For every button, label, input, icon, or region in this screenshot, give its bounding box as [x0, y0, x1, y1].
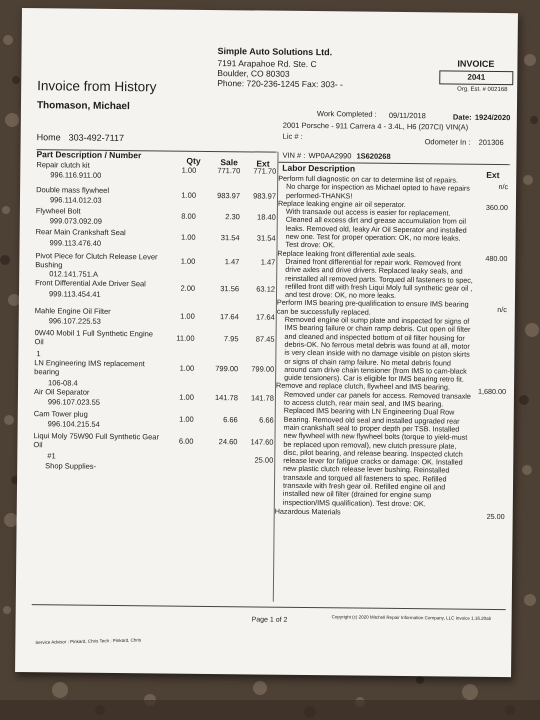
part-ext: 147.60 — [250, 437, 274, 447]
labor-note: No charge for inspection as Michael opted to have repairs performed-THANKS! — [286, 182, 470, 201]
part-name: Mahle Engine Oil Filter — [34, 306, 111, 316]
part-ext: 31.54 — [256, 233, 276, 243]
part-number: 996.116.911.00 — [50, 170, 102, 180]
parts-row — [36, 185, 276, 209]
work-completed-label: Work Completed : — [316, 109, 377, 119]
part-qty: 6.00 — [178, 436, 194, 446]
labor-item — [275, 508, 507, 519]
part-number: 996.107.023.55 — [47, 397, 101, 407]
parts-header-description: Part Description / Number — [36, 149, 142, 161]
part-name: Double mass flywheel — [36, 185, 110, 195]
part-ext: 799.00 — [251, 364, 275, 374]
shop-supplies-row — [33, 455, 274, 476]
part-number: 106-08.4 — [48, 378, 78, 388]
parts-row — [35, 278, 275, 309]
part-number: 999.113.476.40 — [49, 238, 102, 248]
part-sale: 17.64 — [219, 312, 239, 322]
home-phone-label: Home — [36, 132, 61, 143]
labor-item — [277, 249, 510, 301]
part-number: 012.141.751.A — [49, 269, 99, 279]
part-name: Flywheel Bolt — [35, 206, 81, 216]
labor-item — [275, 382, 508, 509]
part-sale: 7.95 — [223, 334, 239, 344]
page-title: Invoice from History — [37, 78, 157, 95]
labor-amount: 480.00 — [485, 253, 508, 263]
part-number: 999.113.454.41 — [48, 289, 101, 299]
labor-amount: 1,680.00 — [477, 387, 507, 397]
part-name: Air Oil Separator — [33, 387, 90, 397]
copyright-notice: Copyright (c) 2020 Mitchell Repair Information Company, LLC Invoice 1.16.20ab — [331, 614, 492, 621]
part-sale: 799.00 — [215, 364, 239, 374]
labor-note: Removed under car panels for access. Removed transaxle to access clutch, rear main seal, and IMS bearing. Replaced IMS bearing with LN Engineering Dual Row Bearing. Removed old seal and installed upgraded rear main crankshaft seal to proper depth per TSB. Installed new flywheel with new flywheel bolts (torque to yield-must be replaced upon removal), new clutch pressure plate, disc, pilot bearing, and release bearing. Inspected clutch release lever for fatigue cracks or damage: OK. Installed new plastic clutch release lever bushing. Reinstalled transaxle and torqued all fasteners to spec. Refilled transaxle with fresh gear oil. Refilled engine oil and installed new oil filter (drained for engine sump inspection/IMS qualification). Test drove: OK. — [282, 389, 471, 508]
labor-item — [278, 175, 510, 202]
part-qty: 1.00 — [181, 165, 197, 175]
labor-list — [275, 175, 511, 519]
labor-amount: 360.00 — [485, 202, 508, 212]
labor-amount: n/c — [498, 182, 509, 192]
labor-item — [276, 299, 509, 384]
parts-row — [34, 358, 274, 390]
part-number: #1 — [47, 451, 56, 461]
part-name: Cam Tower plug — [33, 409, 88, 419]
hazmat-label: Hazardous Materials — [274, 506, 341, 517]
part-name: Rear Main Crankshaft Seal — [35, 227, 126, 238]
parts-row — [36, 160, 276, 188]
parts-row — [33, 431, 274, 465]
vin-part-b: 1S620268 — [356, 151, 391, 161]
parts-row — [35, 306, 275, 331]
part-ext: 141.78 — [250, 393, 274, 403]
part-name: Pivot Piece for Clutch Release Lever Bushing — [35, 251, 158, 270]
part-sale: 31.54 — [220, 233, 240, 243]
part-name: 0W40 Mobil 1 Full Synthetic Engine Oil — [34, 328, 154, 347]
part-sale: 24.60 — [218, 437, 238, 447]
labor-desc: Replace leaking front differential axle seals. — [277, 248, 417, 259]
labor-desc: Perform full diagnostic on car to determine list of repairs. — [278, 173, 459, 185]
footer-divider — [32, 604, 506, 610]
labor-desc: Remove and replace clutch, flywheel and IMS bearing. — [276, 381, 450, 392]
labor-desc: Replace leaking engine air oil seperator. — [277, 198, 406, 209]
part-ext: 771.70 — [253, 166, 277, 176]
page-number: Page 1 of 2 — [251, 616, 288, 624]
home-phone: 303-492-7117 — [68, 132, 125, 144]
part-name: Front Differential Axle Driver Seal — [35, 278, 146, 289]
vin-label: VIN # : — [282, 150, 306, 160]
service-advisor-line: Service Advisor : Pinkard, Chris Tech : Pinkard, Chris — [35, 637, 142, 646]
part-ext: 87.45 — [255, 334, 275, 344]
vehicle-description: 2001 Porsche - 911 Carrera 4 - 3.4L, H6 (207CI) VIN(A) — [282, 120, 469, 132]
invoice-date: 1924/2020 — [474, 112, 511, 123]
parts-header-qty: Qty — [186, 155, 201, 166]
part-sale: 1.47 — [224, 257, 240, 267]
parts-list — [33, 160, 276, 475]
part-sale: 2.30 — [225, 212, 240, 222]
invoice-number: 2041 — [439, 70, 513, 85]
parts-row — [35, 227, 275, 254]
part-ext: 983.97 — [253, 191, 277, 201]
labor-item — [277, 200, 510, 252]
parts-header-sale: Sale — [220, 157, 238, 168]
parts-header-ext: Ext — [256, 158, 270, 169]
part-ext: 6.66 — [259, 415, 274, 425]
part-qty: 11.00 — [176, 333, 195, 343]
part-ext: 1.47 — [260, 257, 276, 267]
part-sale: 771.70 — [217, 166, 241, 176]
part-sale: 141.78 — [214, 393, 238, 403]
labor-note: With transaxle out access is easier for replacement. Cleaned all excess dirt and grease accumulation from oil leaks. Removed old, leaky Air Oil Seperator and installed new one. Test for proper operation: OK, no more leaks. Test drove: OK. — [285, 206, 467, 250]
part-sale: 6.66 — [223, 415, 238, 425]
parts-row — [34, 409, 274, 434]
part-qty: 1.00 — [181, 190, 197, 200]
shop-phone-fax: Phone: 720-236-1245 Fax: 303- - — [217, 78, 343, 90]
part-sale: 31.56 — [220, 284, 240, 294]
parts-row — [34, 328, 274, 361]
parts-row — [34, 387, 274, 412]
invoice-paper — [15, 8, 518, 677]
license-label: Lic # : — [282, 131, 303, 141]
shop-supplies-amount: 25.00 — [254, 455, 274, 465]
part-qty: 1.00 — [179, 363, 195, 373]
part-qty: 1.00 — [180, 256, 196, 266]
odometer-value: 201306 — [478, 137, 504, 148]
odometer-label: Odometer In : — [424, 137, 471, 147]
part-name: Repair clutch kit — [36, 160, 90, 170]
part-ext: 17.64 — [255, 312, 275, 322]
labor-note: Removed engine oil sump plate and inspected for signs of IMS bearing failure or chain ramp debris. Cut open oil filter and cleaned and inspected bottom of oil filter housing for debris-OK. No ferrous metal debris was found at all, motor is very clean inside with no damage visible on piston skirts or signs of chain ramp failure. No metal debris found around cam drive chain tensioner (from IMS to cam-black guide tensioners). Car is eligible for IMS bearing retro fit. — [284, 314, 471, 384]
org-estimate-number: Org. Est. # 002168 — [457, 86, 508, 94]
part-number: 996.114.012.03 — [49, 195, 102, 205]
part-qty: 2.00 — [180, 283, 196, 293]
labor-note: Drained front differential for repair work. Removed front drive axles and drive drivers. Replaced leaky seals, and reinstalled all removed parts. Torqued all fasteners to spec, refilled front diff with fresh Liqui Moly full synthetic gear oil , and test drove: OK, no more leaks. — [284, 256, 473, 301]
part-qty: 8.00 — [181, 211, 196, 221]
work-completed-date: 09/11/2018 — [388, 110, 426, 121]
part-qty: 1.00 — [180, 232, 196, 242]
vin-part-a: WP0AA2990 — [308, 151, 352, 161]
part-name: Liqui Moly 75W90 Full Synthetic Gear Oil — [33, 431, 160, 450]
part-ext: 63.12 — [256, 284, 276, 294]
part-name: LN Engineering IMS replacement bearing — [34, 358, 145, 377]
part-qty: 1.00 — [179, 414, 194, 424]
parts-row — [36, 206, 276, 230]
labor-desc: Perform IMS bearing pre-qualification to ensure IMS bearing can be successfully replaced. — [276, 298, 469, 317]
shop-address-1: 7191 Arapahoe Rd. Ste. C — [217, 58, 317, 70]
part-sale: 983.97 — [217, 191, 241, 201]
shop-address-2: Boulder, CO 80303 — [217, 68, 290, 79]
part-ext: 18.40 — [256, 212, 276, 222]
labor-amount: n/c — [497, 305, 507, 315]
part-qty: 1.00 — [180, 311, 195, 321]
part-qty: 1.00 — [179, 392, 194, 402]
date-label: Date: — [452, 112, 472, 122]
shop-supplies-label: Shop Supplies- — [45, 461, 97, 471]
labor-header-ext: Ext — [486, 169, 500, 181]
part-number: 1 — [36, 349, 41, 359]
invoice-label: INVOICE — [457, 58, 495, 69]
shop-name: Simple Auto Solutions Ltd. — [217, 46, 333, 58]
part-number: 996.104.215.54 — [47, 419, 100, 429]
labor-header-description: Labor Description — [282, 162, 356, 174]
hazmat-amount: 25.00 — [486, 511, 505, 521]
parts-row — [35, 251, 275, 281]
part-number: 996.107.225.53 — [48, 316, 101, 326]
customer-name: Thomason, Michael — [36, 100, 130, 113]
part-number: 999.073.092.09 — [49, 216, 102, 226]
